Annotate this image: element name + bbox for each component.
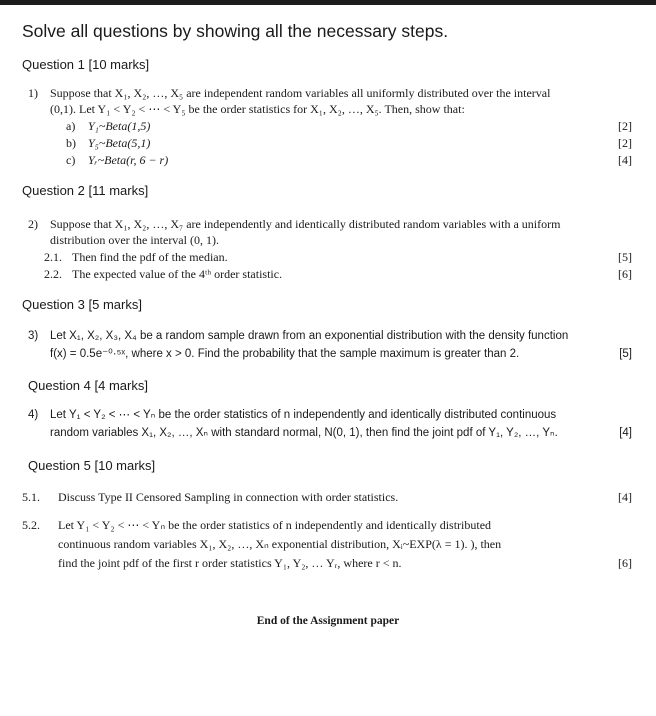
question-5-heading: Question 5 [10 marks]	[28, 458, 156, 473]
question-1c-text: Yᵣ~Beta(r, 6 − r)	[88, 153, 169, 167]
question-4-text-line1: Let Y₁ < Y₂ < ⋯ < Yₙ be the order statistics of n independently and identically distributed continuous	[50, 409, 557, 421]
question-2-2-label: 2.2.	[44, 267, 62, 281]
question-4-text-line2: random variables X₁, X₂, …, Xₙ with standard normal, N(0, 1), then find the joint pdf of Y₁, Y₂, …, Yₙ.	[50, 427, 558, 439]
question-1a-text: Y₁~Beta(1,5)	[88, 119, 151, 133]
question-3-number: 3)	[28, 330, 39, 342]
question-2-heading: Question 2 [11 marks]	[22, 183, 149, 198]
question-1-text-line1: Suppose that X₁, X₂, …, X₅ are independent random variables all uniformly distributed over the interval	[50, 86, 551, 100]
question-4-marks: [4]	[619, 427, 632, 439]
question-2-text-line2: distribution over the interval (0, 1).	[50, 233, 219, 247]
footer-end-note: End of the Assignment paper	[256, 615, 400, 627]
question-5-1-label: 5.1.	[22, 490, 40, 504]
question-5-1-marks: [4]	[618, 490, 632, 504]
question-3-text-line2: f(x) = 0.5e⁻⁰·⁵ˣ, where x > 0. Find the probability that the sample maximum is greater than 2.	[50, 348, 520, 360]
question-5-2-text-line2: continuous random variables X₁, X₂, …, Xₙ exponential distribution, Xᵢ~EXP(λ = 1). ), then	[58, 537, 502, 551]
question-2-1-marks: [5]	[618, 250, 632, 264]
question-1b-text: Y₅~Beta(5,1)	[88, 136, 151, 150]
question-4-heading: Question 4 [4 marks]	[28, 378, 148, 393]
question-2-1-label: 2.1.	[44, 250, 62, 264]
question-3-text-line1: Let X₁, X₂, X₃, X₄ be a random sample drawn from an exponential distribution with the density function	[50, 330, 569, 342]
page-title: Solve all questions by showing all the necessary steps.	[22, 21, 449, 41]
question-1-text-line2: (0,1). Let Y₁ < Y₂ < ⋯ < Y₅ be the order statistics for X₁, X₂, …, X₅. Then, show that:	[50, 102, 465, 116]
question-2-number: 2)	[28, 217, 38, 231]
question-2-2-marks: [6]	[618, 267, 632, 281]
top-border	[0, 0, 656, 5]
question-1c-label: c)	[66, 153, 76, 167]
question-3-marks: [5]	[619, 348, 632, 360]
question-5-2-label: 5.2.	[22, 518, 40, 532]
question-5-1-text: Discuss Type II Censored Sampling in connection with order statistics.	[58, 490, 399, 504]
question-5-2-text-line3: find the joint pdf of the first r order statistics Y₁, Y₂, … Yᵣ, where r < n.	[58, 556, 402, 570]
question-1b-marks: [2]	[618, 136, 632, 150]
question-1b-label: b)	[66, 136, 76, 150]
question-2-text-line1: Suppose that X₁, X₂, …, X₇ are independently and identically distributed random variables with a uniform	[50, 217, 561, 231]
question-1-number: 1)	[28, 86, 38, 100]
question-3-heading: Question 3 [5 marks]	[22, 297, 142, 312]
question-1a-label: a)	[66, 119, 76, 133]
question-2-2-text: The expected value of the 4ᵗʰ order statistic.	[72, 267, 283, 281]
question-1a-marks: [2]	[618, 119, 632, 133]
question-5-2-marks: [6]	[618, 556, 632, 570]
question-1-heading: Question 1 [10 marks]	[22, 57, 150, 72]
question-2-1-text: Then find the pdf of the median.	[72, 250, 228, 264]
question-1c-marks: [4]	[618, 153, 632, 167]
question-4-number: 4)	[28, 409, 39, 421]
question-5-2-text-line1: Let Y₁ < Y₂ < ⋯ < Yₙ be the order statistics of n independently and identically distributed	[58, 518, 492, 532]
